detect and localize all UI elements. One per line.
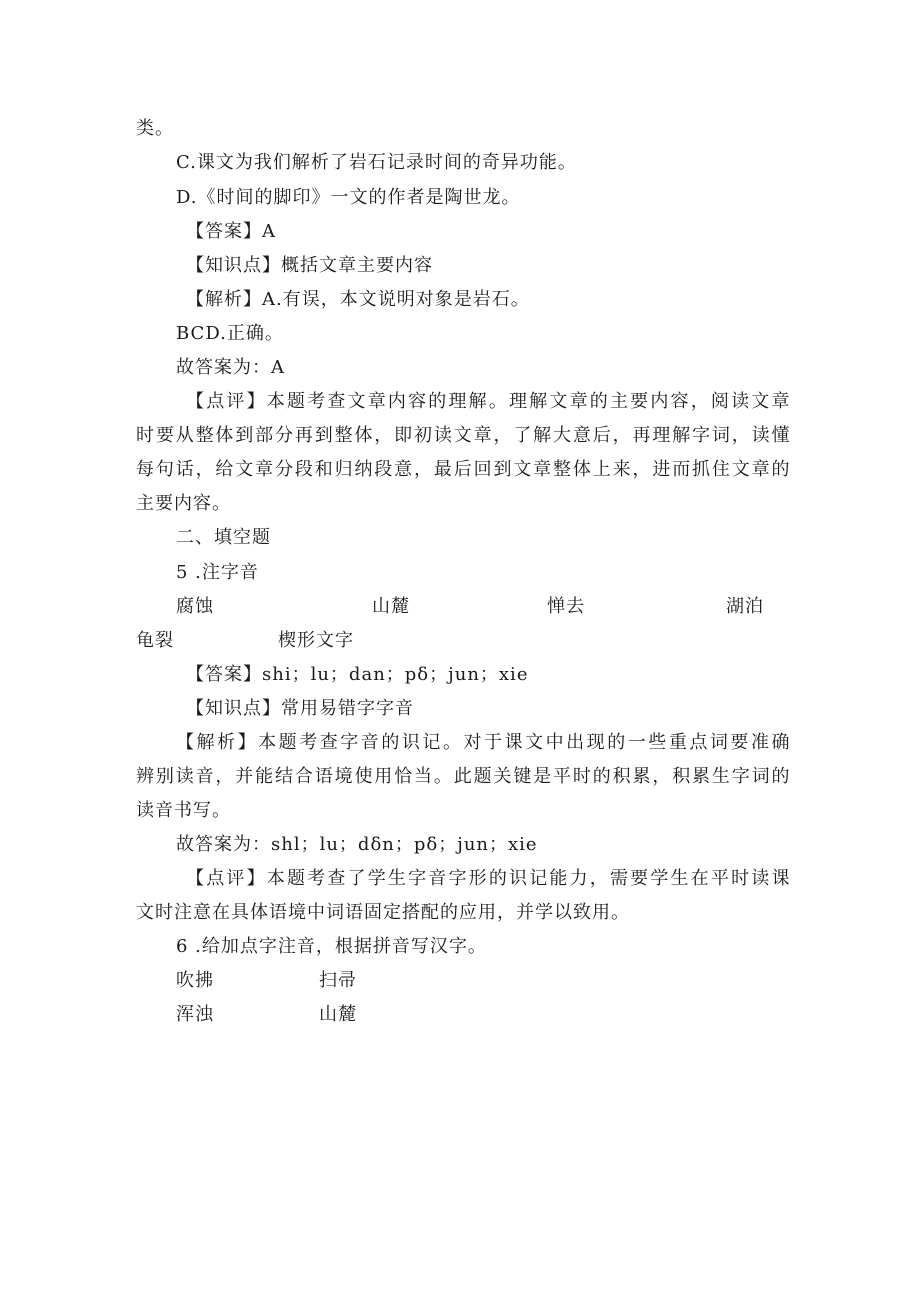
text-line: BCD.正确。 <box>176 323 284 344</box>
question-5-title: 5 .注字音 <box>176 562 259 583</box>
word-item: 山麓 <box>372 596 410 617</box>
analysis-line: 【解析】A.有误，本文说明对象是岩石。 <box>186 289 530 310</box>
text-line: 每句话，给文章分段和归纳段意，最后回到文章整体上来，进而抓住文章的 <box>136 459 790 480</box>
answer-line: 【答案】shi；lu；dan；pδ；jun；xie <box>186 664 529 685</box>
analysis-line: 【解析】本题考查字音的识记。对于课文中出现的一些重点词要准确 <box>176 732 790 753</box>
knowledge-point-line: 【知识点】概括文章主要内容 <box>186 255 433 276</box>
word-item: 腐蚀 <box>176 596 214 617</box>
word-item: 楔形文字 <box>278 630 354 651</box>
text-line: 文时注意在具体语境中词语固定搭配的应用，并学以致用。 <box>136 902 630 923</box>
word-item: 龟裂 <box>136 630 174 651</box>
word-item: 山麓 <box>319 1004 357 1025</box>
text-line: 类。 <box>136 118 174 139</box>
text-line: 时要从整体到部分再到整体，即初读文章，了解大意后，再理解字词，读懂 <box>136 425 790 446</box>
word-item: 吹拂 <box>176 970 214 991</box>
text-line: 辨别读音，并能结合语境使用恰当。此题关键是平时的积累，积累生字词的 <box>136 766 790 787</box>
answer-line: 【答案】A <box>186 221 276 242</box>
option-c: C.课文为我们解析了岩石记录时间的奇异功能。 <box>176 152 577 173</box>
question-6-title: 6 .给加点字注音，根据拼音写汉字。 <box>176 936 487 957</box>
word-item: 惮去 <box>547 596 585 617</box>
conclusion-line: 故答案为：A <box>176 357 285 378</box>
conclusion-line: 故答案为：shl；lu；dδn；pδ；jun；xie <box>176 834 538 855</box>
section-heading: 二、填空题 <box>176 527 271 548</box>
word-item: 浑浊 <box>176 1004 214 1025</box>
option-d: D.《时间的脚印》一文的作者是陶世龙。 <box>176 187 521 208</box>
word-item: 扫帚 <box>319 970 357 991</box>
knowledge-point-line: 【知识点】常用易错字字音 <box>186 698 414 719</box>
word-item: 湖泊 <box>726 596 764 617</box>
text-line: 主要内容。 <box>136 493 231 514</box>
comment-line: 【点评】本题考查文章内容的理解。理解文章的主要内容，阅读文章 <box>186 391 790 412</box>
comment-line: 【点评】本题考查了学生字音字形的识记能力，需要学生在平时读课 <box>186 868 790 889</box>
text-line: 读音书写。 <box>136 800 231 821</box>
